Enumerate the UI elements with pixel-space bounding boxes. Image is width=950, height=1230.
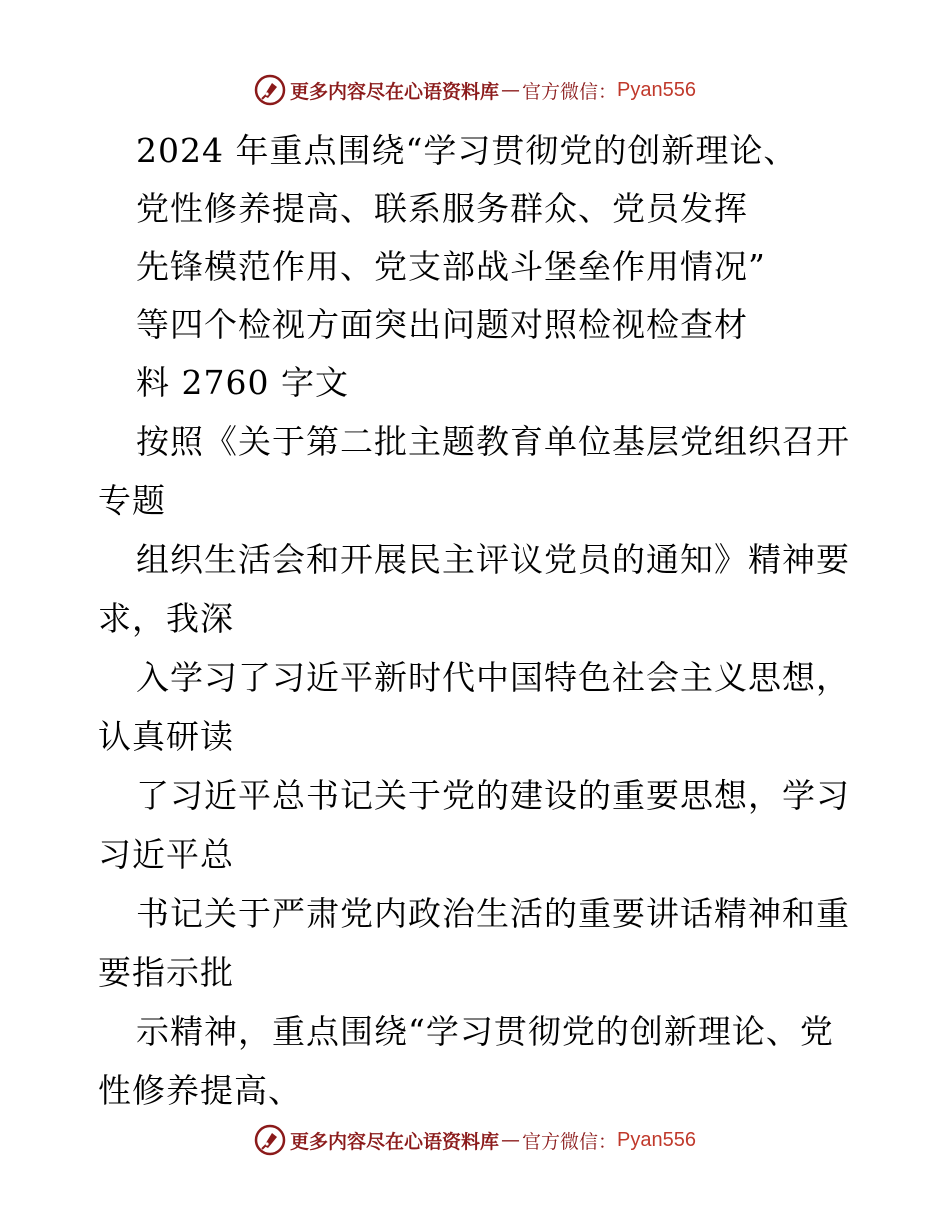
paragraph-line: 专题 bbox=[98, 481, 166, 520]
paragraph-line: 书记关于严肃党内政治生活的重要讲话精神和重 bbox=[136, 894, 850, 933]
paragraph-line: 习近平总 bbox=[98, 835, 234, 874]
paragraph-line: 求，我深 bbox=[98, 599, 234, 638]
pen-nib-logo-icon bbox=[254, 1124, 286, 1156]
title-line: 2024 年重点围绕“学习贯彻党的创新理论、 bbox=[136, 131, 798, 170]
footer-separator: — bbox=[501, 1129, 521, 1151]
paragraph-line: 按照《关于第二批主题教育单位基层党组织召开 bbox=[136, 422, 850, 461]
document-title bbox=[98, 122, 858, 412]
document-body bbox=[98, 122, 858, 1120]
header-banner bbox=[0, 70, 950, 110]
footer-brand-text: 更多内容尽在心语资料库 bbox=[290, 1130, 500, 1153]
header-separator: — bbox=[501, 79, 521, 101]
footer-wechat-label: 官方微信： bbox=[522, 1130, 618, 1153]
body-paragraph bbox=[98, 766, 858, 884]
footer-wechat-id: Pyan556 bbox=[617, 1128, 696, 1151]
body-paragraph bbox=[98, 1002, 858, 1120]
paragraph-line: 入学习了习近平新时代中国特色社会主义思想， bbox=[136, 658, 850, 697]
body-paragraph bbox=[98, 884, 858, 1002]
paragraph-line: 要指示批 bbox=[98, 953, 234, 992]
body-paragraph bbox=[98, 530, 858, 648]
paragraph-line: 了习近平总书记关于党的建设的重要思想，学习 bbox=[136, 776, 850, 815]
title-line: 先锋模范作用、党支部战斗堡垒作用情况” bbox=[136, 247, 766, 286]
paragraph-line: 组织生活会和开展民主评议党员的通知》精神要 bbox=[136, 540, 850, 579]
title-line: 料 2760 字文 bbox=[136, 363, 349, 402]
body-paragraph bbox=[98, 648, 858, 766]
footer-banner bbox=[0, 1120, 950, 1160]
paragraph-line: 认真研读 bbox=[98, 717, 234, 756]
body-paragraph bbox=[98, 412, 858, 530]
title-line: 等四个检视方面突出问题对照检视检查材 bbox=[136, 305, 748, 344]
header-wechat-id: Pyan556 bbox=[617, 78, 696, 101]
pen-nib-logo-icon bbox=[254, 74, 286, 106]
paragraph-line: 示精神，重点围绕“学习贯彻党的创新理论、党 bbox=[136, 1012, 834, 1051]
paragraph-line: 性修养提高、 bbox=[98, 1071, 302, 1110]
header-brand-text: 更多内容尽在心语资料库 bbox=[290, 80, 500, 103]
title-line: 党性修养提高、联系服务群众、党员发挥 bbox=[136, 189, 748, 228]
header-wechat-label: 官方微信： bbox=[522, 80, 618, 103]
